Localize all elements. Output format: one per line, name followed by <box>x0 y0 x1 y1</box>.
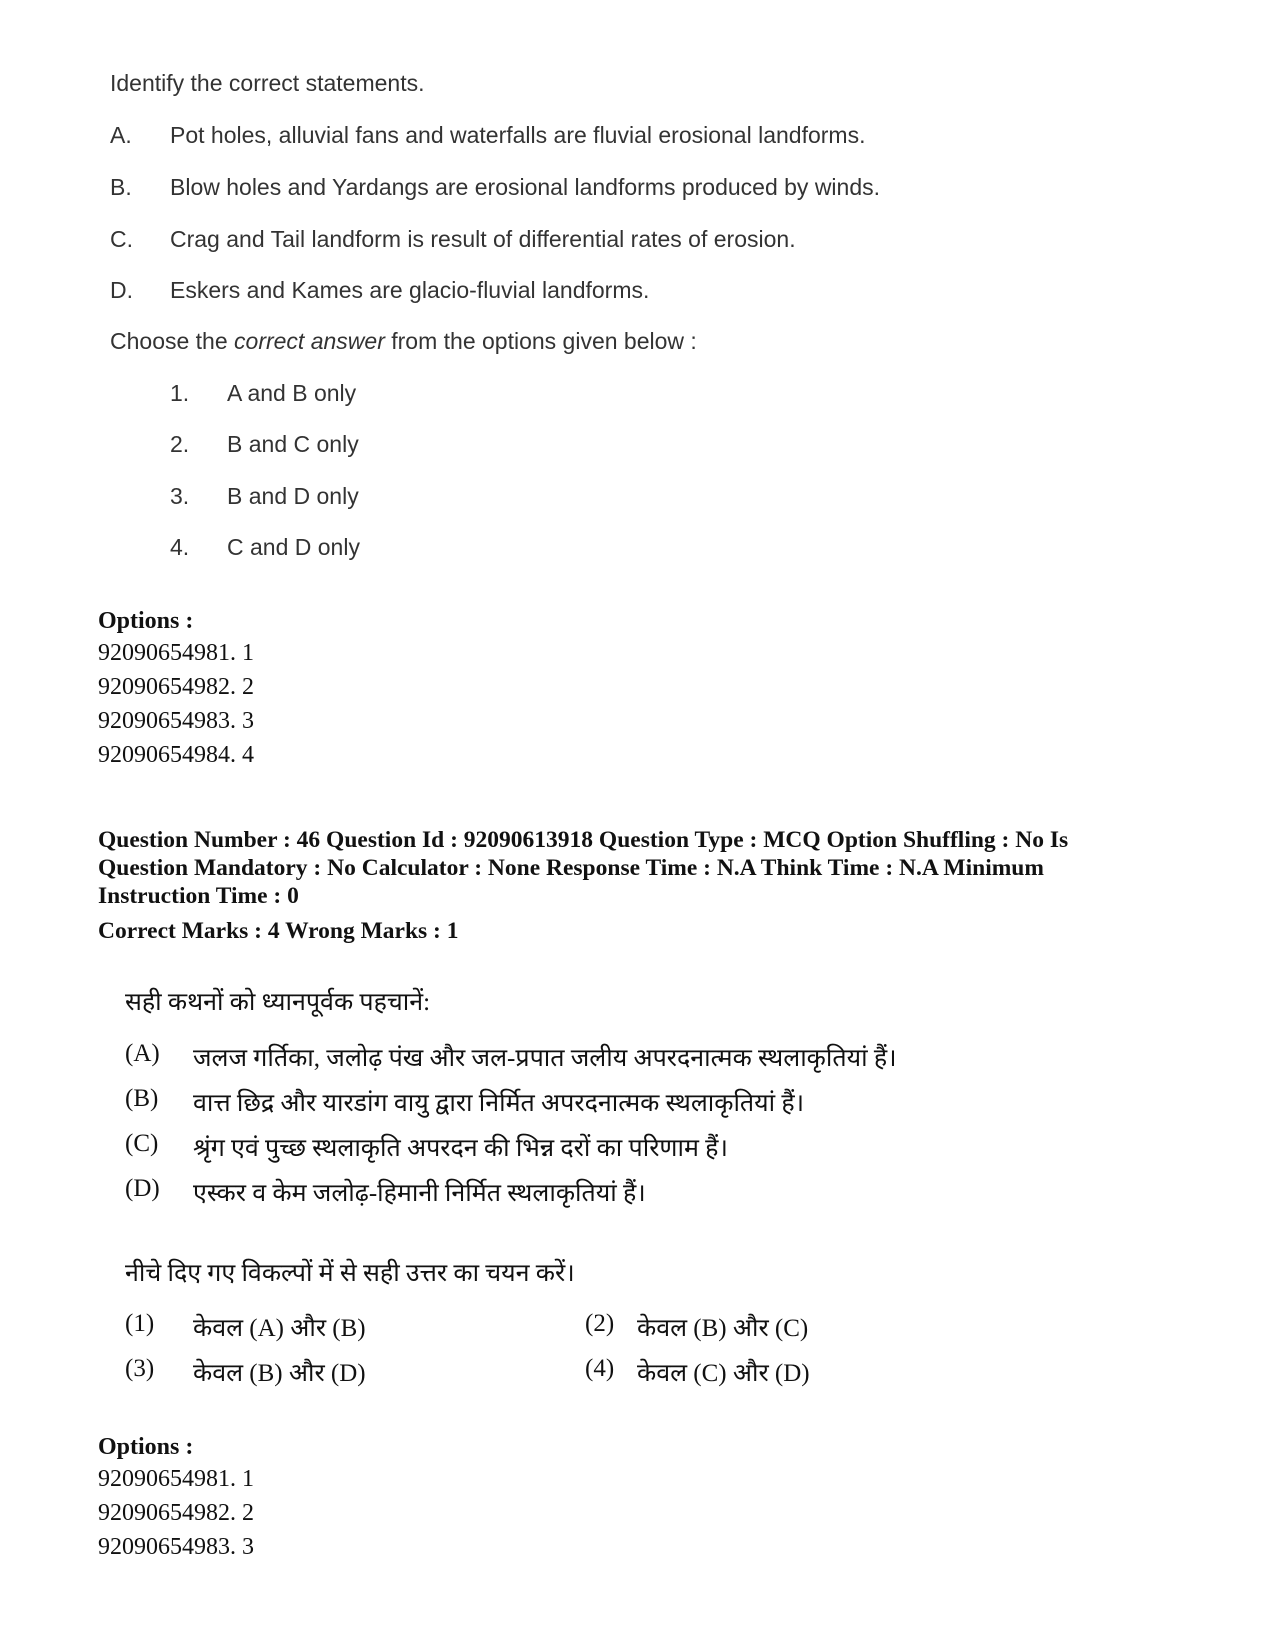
statement-text: Pot holes, alluvial fans and waterfalls are fluvial erosional landforms. <box>170 122 866 148</box>
choose-suffix: from the options given below : <box>384 328 697 354</box>
statement-text: Eskers and Kames are glacio-fluvial landforms. <box>170 277 650 303</box>
choice-text: A and B only <box>227 380 357 406</box>
choice-text: C and D only <box>227 534 360 560</box>
statement-text: जलज गर्तिका, जलोढ़ पंख और जल-प्रपात जलीय अपरदनात्मक स्थलाकृतियां हैं। <box>193 1045 897 1072</box>
meta-line: Instruction Time : 0 <box>98 883 299 909</box>
statement-label: (B) <box>125 1085 159 1112</box>
choice-number: (1) <box>125 1310 155 1337</box>
options-list <box>98 1432 254 1564</box>
statement-label: C. <box>110 226 133 252</box>
hindi-prompt: सही कथनों को ध्यानपूर्वक पहचानें: <box>125 989 431 1016</box>
meta-line: Question Number : 46 Question Id : 92090613918 Question Type : MCQ Option Shuffling : No Is <box>98 827 1069 853</box>
question-prompt: Identify the correct statements. <box>110 70 425 96</box>
choose-italic: correct answer <box>234 328 385 354</box>
option-item: 92090654982. 2 <box>98 674 254 700</box>
statement-label: B. <box>110 174 132 200</box>
choose-instruction <box>110 328 697 355</box>
choice-number: 1. <box>170 380 190 406</box>
statement-label: A. <box>110 122 132 148</box>
option-item: 92090654981. 1 <box>98 1466 254 1492</box>
statement-text: वात्त छिद्र और यारडांग वायु द्वारा निर्मित अपरदनात्मक स्थलाकृतियां हैं। <box>193 1090 805 1117</box>
choose-prefix: Choose the <box>110 328 235 354</box>
choice-number: 3. <box>170 483 190 509</box>
meta-line: Question Mandatory : No Calculator : None Response Time : N.A Think Time : N.A Minimum <box>98 855 1044 881</box>
choice-text: B and D only <box>227 483 359 509</box>
option-item: 92090654982. 2 <box>98 1500 254 1526</box>
statement-text: एस्कर व केम जलोढ़-हिमानी निर्मित स्थलाकृतियां हैं। <box>193 1180 646 1207</box>
choice-number: (3) <box>125 1355 155 1382</box>
option-item: 92090654983. 3 <box>98 1534 254 1560</box>
marks-line: Correct Marks : 4 Wrong Marks : 1 <box>98 918 459 944</box>
option-item: 92090654983. 3 <box>98 708 254 734</box>
options-title: Options : <box>98 1434 194 1460</box>
option-item: 92090654984. 4 <box>98 742 254 768</box>
hindi-choose-instruction: नीचे दिए गए विकल्पों में से सही उत्तर का चयन करें। <box>125 1260 575 1287</box>
statement-label: (A) <box>125 1040 160 1067</box>
choice-text: केवल (C) और (D) <box>637 1360 810 1387</box>
statement-text: Blow holes and Yardangs are erosional landforms produced by winds. <box>170 174 881 200</box>
choice-text: केवल (B) और (C) <box>637 1315 809 1342</box>
options-list <box>98 606 254 772</box>
choice-text: केवल (A) और (B) <box>193 1315 366 1342</box>
choice-text: केवल (B) और (D) <box>193 1360 366 1387</box>
statement-label: (D) <box>125 1175 160 1202</box>
options-title: Options : <box>98 608 194 634</box>
choice-text: B and C only <box>227 431 359 457</box>
statement-label: D. <box>110 277 133 303</box>
option-item: 92090654981. 1 <box>98 640 254 666</box>
question-meta <box>98 826 1198 910</box>
choice-number: 2. <box>170 431 190 457</box>
statement-text: Crag and Tail landform is result of differential rates of erosion. <box>170 226 796 252</box>
choice-number: 4. <box>170 534 190 560</box>
statement-label: (C) <box>125 1130 159 1157</box>
choice-number: (4) <box>585 1355 615 1382</box>
statement-text: श्रृंग एवं पुच्छ स्थलाकृति अपरदन की भिन्न दरों का परिणाम हैं। <box>193 1135 728 1162</box>
choice-number: (2) <box>585 1310 615 1337</box>
